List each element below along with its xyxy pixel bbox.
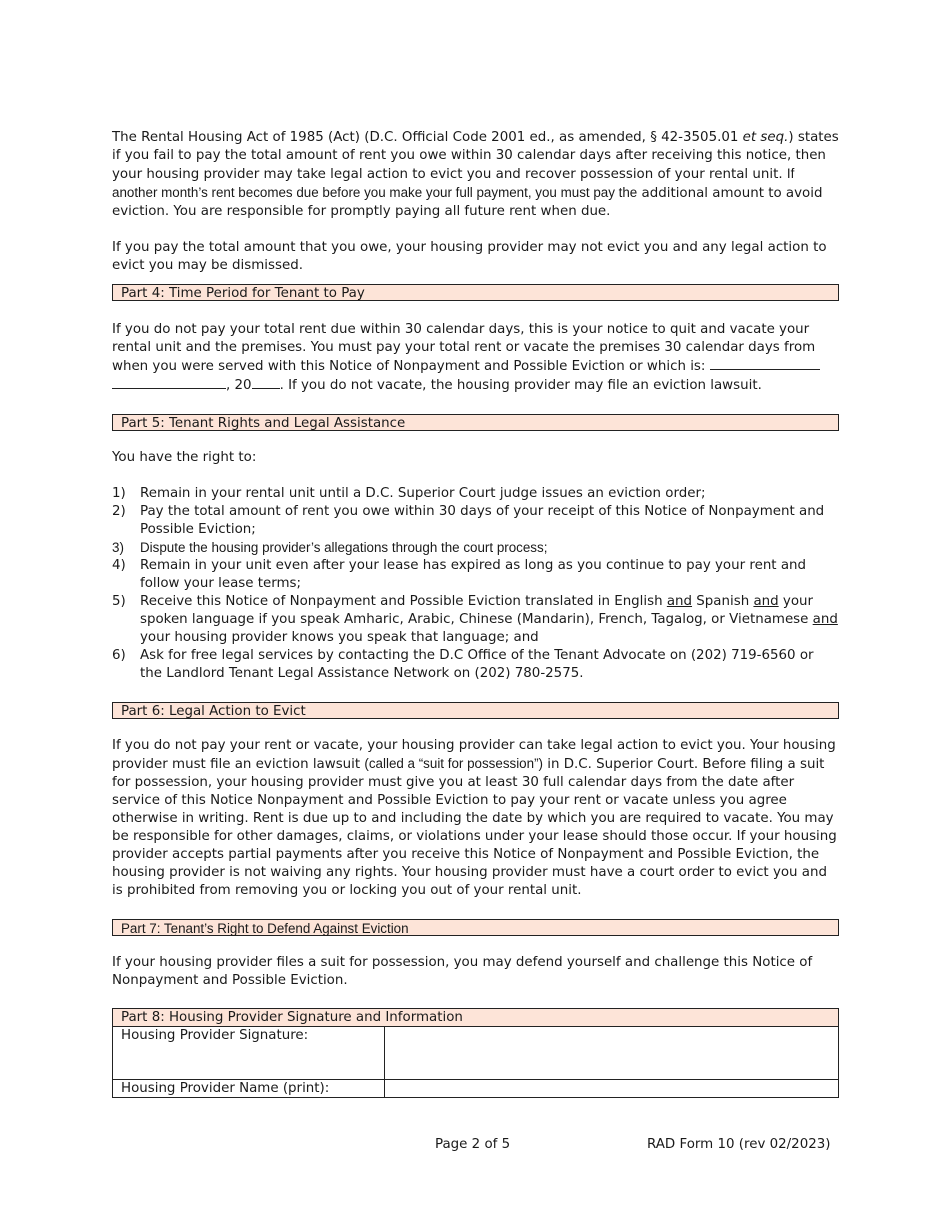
part7-text: If your housing provider files a suit for possession, you may defend yourself and challenge this Notice of Nonpayment and Possible Eviction. [112, 955, 813, 988]
date-blank-1[interactable] [710, 357, 820, 370]
intro-arial-text: If another month’s rent becomes due before you make your full payment, you must pay the [112, 166, 795, 200]
year-blank[interactable] [252, 376, 280, 389]
part4-text-b: . If you do not vacate, the housing provider may file an eviction lawsuit. [279, 378, 762, 393]
intro-text-cont: ) states if you fail to pay the total amount of rent you owe within 30 calendar days after receiving this notice, then your housing provider may take legal action to evict you and recover possession of your rental unit. [112, 130, 839, 182]
year-prefix: , 20 [226, 378, 252, 393]
form-id: RAD Form 10 (rev 02/2023) [647, 1137, 831, 1152]
part8-header: Part 8: Housing Provider Signature and Information [113, 1009, 839, 1027]
part6-header: Part 6: Legal Action to Evict [112, 702, 839, 719]
et-seq-italic: et seq. [742, 130, 789, 145]
rights-list [112, 485, 839, 683]
part6-text: If you do not pay your rent or vacate, your housing provider can take legal action to evict you. Your housing provider must file an eviction lawsuit (called a “suit for possession”) in D.C. Superior Court. Before filing a suit for possession, your housing provider must give you at least 30 full calendar days from the date after service of this Notice Nonpayment and Possible Eviction to pay your rent or vacate unless you agree otherwise in writing. Rent is due up to and including the date by which you are required to vacate. You may be responsible for other damages, claims, or violations under your lease should those occur. If your housing provider accepts partial payments after you receive this Notice of Nonpayment and Possible Eviction, the housing provider is not waiving any rights. Your housing provider must have a court order to evict you and is prohibited from removing you or locking you out of your rental unit. [112, 738, 837, 898]
part4-text-a: If you do not pay your total rent due within 30 calendar days, this is your notice to quit and vacate your rental unit and the premises. You must pay your total rent or vacate the premises 30 calendar days from when you were served with this Notice of Nonpayment and Possible Eviction or which is: [112, 322, 816, 374]
list-item: 5) Receive this Notice of Nonpayment and Possible Eviction translated in English and Spanish and your spoken language if you speak Amharic, Arabic, Chinese (Mandarin), French, Tagalog, or Vietnamese and your housing provider knows you speak that language; and [112, 594, 838, 645]
list-item: 1) Remain in your rental unit until a D.C. Superior Court judge issues an eviction order; [112, 486, 706, 501]
part7-header: Part 7: Tenant’s Right to Defend Against Eviction [112, 919, 839, 936]
signature-label: Housing Provider Signature: [113, 1027, 385, 1080]
list-item: 3) Dispute the housing provider’s allegations through the court process; [112, 540, 548, 555]
intro-text-end: additional amount to avoid eviction. You are responsible for promptly paying all future rent when due. [112, 186, 823, 219]
name-field[interactable] [385, 1080, 839, 1098]
intro-paragraph-2: If you pay the total amount that you owe, your housing provider may not evict you and any legal action to evict you may be dismissed. [112, 240, 827, 273]
part4-header: Part 4: Time Period for Tenant to Pay [112, 284, 839, 301]
list-item: 4) Remain in your unit even after your lease has expired as long as you continue to pay your rent and follow your lease terms; [112, 558, 807, 591]
list-item: 2) Pay the total amount of rent you owe within 30 days of your receipt of this Notice of Nonpayment and Possible Eviction; [112, 504, 825, 537]
part4-text [112, 321, 839, 395]
signature-field[interactable] [385, 1027, 839, 1080]
intro-text: The Rental Housing Act of 1985 (Act) (D.C. Official Code 2001 ed., as amended, § 42-3505.01 [112, 130, 743, 145]
form-page [112, 129, 839, 1098]
page-number: Page 2 of 5 [435, 1137, 511, 1152]
part5-header: Part 5: Tenant Rights and Legal Assistance [112, 414, 839, 431]
date-blank-2[interactable] [112, 376, 226, 389]
name-label: Housing Provider Name (print): [113, 1080, 385, 1098]
signature-table [112, 1008, 839, 1098]
list-item: 6) Ask for free legal services by contacting the D.C Office of the Tenant Advocate on (202) 719-6560 or the Landlord Tenant Legal Assistance Network on (202) 780-2575. [112, 648, 814, 681]
part5-lead: You have the right to: [112, 450, 257, 465]
intro-paragraph-1 [112, 129, 839, 221]
